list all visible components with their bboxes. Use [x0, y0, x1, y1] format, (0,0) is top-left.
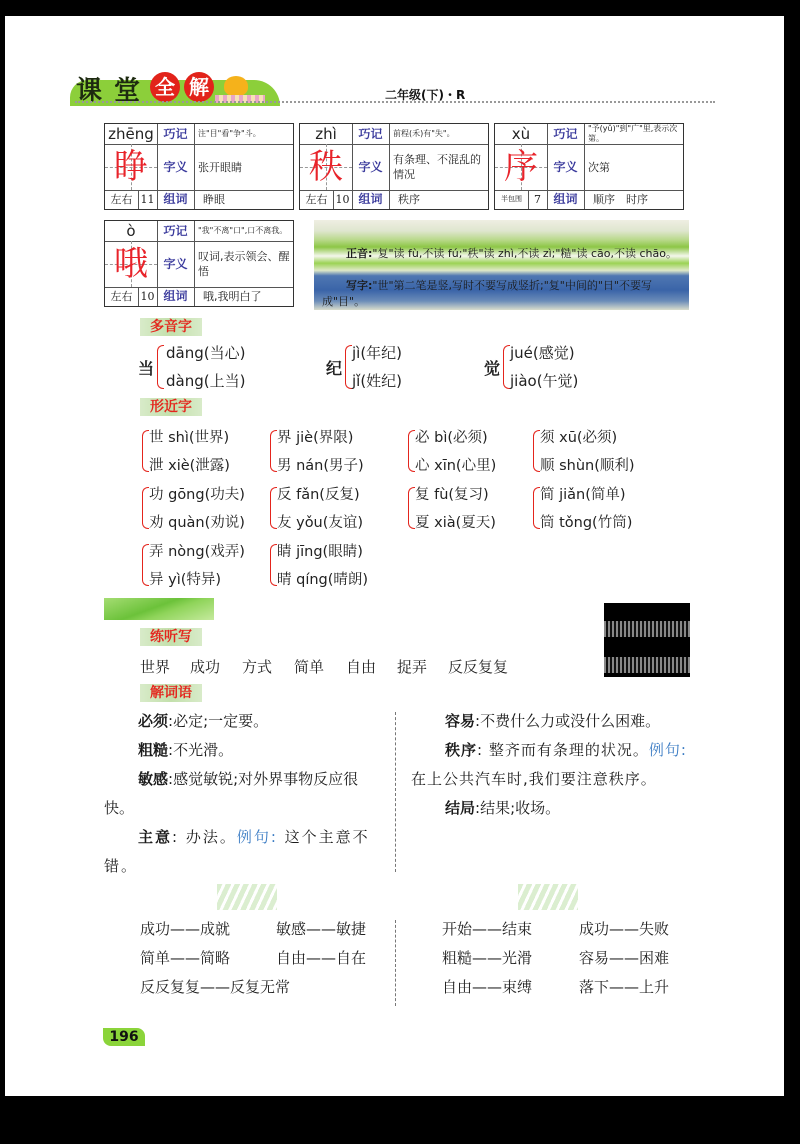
label-zuci: 组词	[157, 190, 195, 209]
definitions-right	[411, 707, 691, 823]
bear-mascot-icon	[224, 76, 248, 96]
definition-item: 敏感:感觉敏锐;对外界事物反应很快。	[104, 770, 359, 817]
character: 哦	[105, 241, 158, 287]
stroke-count: 10	[333, 190, 353, 209]
stroke-count: 11	[138, 190, 158, 209]
logo-char-1: 课	[76, 76, 105, 106]
section-tag-similar-chars: 形近字	[140, 398, 202, 416]
page-number: 196	[103, 1028, 145, 1046]
mnemonic: "我"不离"口",口不离我。	[198, 226, 288, 235]
logo-char-3: 全	[150, 72, 180, 102]
label-zuci: 组词	[352, 190, 390, 209]
brace-decoration	[270, 487, 277, 529]
pinyin: ò	[105, 221, 158, 241]
word-examples: 睁眼	[203, 193, 225, 206]
character: 睁	[105, 144, 158, 190]
meaning: 叹词,表示领会、醒悟	[198, 250, 290, 278]
brace-decoration	[142, 430, 149, 472]
meaning: 张开眼睛	[198, 160, 242, 174]
brace-decoration	[157, 345, 164, 389]
brace-decoration	[270, 430, 277, 472]
grade-subtitle: 二年级(下)・R	[385, 88, 466, 102]
label-ziyi: 字义	[352, 144, 390, 190]
logo-char-4: 解	[184, 72, 214, 102]
section-divider-decoration	[104, 598, 214, 620]
meaning: 次第	[588, 160, 610, 174]
structure: 左右	[105, 190, 139, 209]
pinyin: zhì	[300, 124, 353, 144]
label-ziyi: 字义	[547, 144, 585, 190]
definition-item: 粗糙:不光滑。	[138, 741, 234, 759]
structure: 左右	[300, 190, 334, 209]
section-tag-polyphones: 多音字	[140, 318, 202, 336]
structure: 左右	[105, 287, 139, 306]
label-qiaoji: 巧记	[547, 124, 585, 144]
brace-decoration	[408, 487, 415, 529]
brace-decoration	[345, 345, 352, 389]
writing-tip: 写字:"世"第二笔是竖,写时不要写成竖折;"复"中间的"日"不要写成"目"。	[322, 279, 652, 308]
char-card-xu	[494, 123, 684, 210]
brace-decoration	[270, 544, 277, 586]
brace-decoration	[408, 430, 415, 472]
char-card-zhi	[299, 123, 489, 210]
brace-decoration	[533, 430, 540, 472]
label-qiaoji: 巧记	[157, 221, 195, 241]
definition-item: 结局:结果;收场。	[445, 799, 561, 817]
definition-item: 容易:不费什么力或没什么困难。	[445, 712, 661, 730]
column-divider	[395, 920, 396, 1006]
stroke-count: 7	[528, 190, 548, 209]
brace-decoration	[142, 487, 149, 529]
section-tag-definitions: 解词语	[140, 684, 202, 702]
word-examples: 哦,我明白了	[203, 290, 262, 303]
definition-item: 主意: 办法。例句: 这个主意不错。	[104, 828, 370, 875]
label-zuci: 组词	[157, 287, 195, 306]
label-qiaoji: 巧记	[157, 124, 195, 144]
logo-char-2: 堂	[114, 76, 143, 106]
definition-item: 必须:必定;一定要。	[138, 712, 269, 730]
brace-decoration	[142, 544, 149, 586]
pinyin: xù	[495, 124, 548, 144]
mnemonic: "予(yǔ)"到"广"里,表示次第。	[588, 124, 678, 143]
synonyms-header-decoration	[217, 884, 277, 910]
brace-decoration	[533, 487, 540, 529]
column-divider	[395, 712, 396, 872]
definitions-left	[104, 707, 384, 881]
label-qiaoji: 巧记	[352, 124, 390, 144]
antonyms-header-decoration	[518, 884, 578, 910]
qr-code-image[interactable]	[604, 603, 690, 677]
meaning: 有条理、不混乱的情况	[393, 153, 481, 181]
pinyin: zhēng	[105, 124, 158, 144]
char-card-zheng	[104, 123, 294, 210]
section-tag-dictation: 练听写	[140, 628, 202, 646]
label-zuci: 组词	[547, 190, 585, 209]
label-ziyi: 字义	[157, 144, 195, 190]
label-ziyi: 字义	[157, 241, 195, 287]
word-examples: 秩序	[398, 193, 420, 206]
char-card-o	[104, 220, 294, 307]
character: 秩	[300, 144, 353, 190]
mnemonic: 前程(禾)有"失"。	[393, 129, 455, 138]
mnemonic: 注"目"看"争"斗。	[198, 129, 261, 138]
header-divider	[75, 101, 715, 103]
brace-decoration	[503, 345, 510, 389]
stroke-count: 10	[138, 287, 158, 306]
definition-item: 秩序: 整齐而有条理的状况。例句:在上公共汽车时,我们要注意秩序。	[411, 741, 687, 788]
tip-box	[314, 220, 689, 310]
pronunciation-tip: 正音:"复"读 fù,不读 fú;"秩"读 zhì,不读 zì;"糙"读 cāo,不读 chāo。	[346, 247, 677, 260]
word-examples: 顺序 时序	[593, 193, 648, 206]
structure: 半包围	[495, 190, 529, 209]
character: 序	[495, 144, 548, 190]
